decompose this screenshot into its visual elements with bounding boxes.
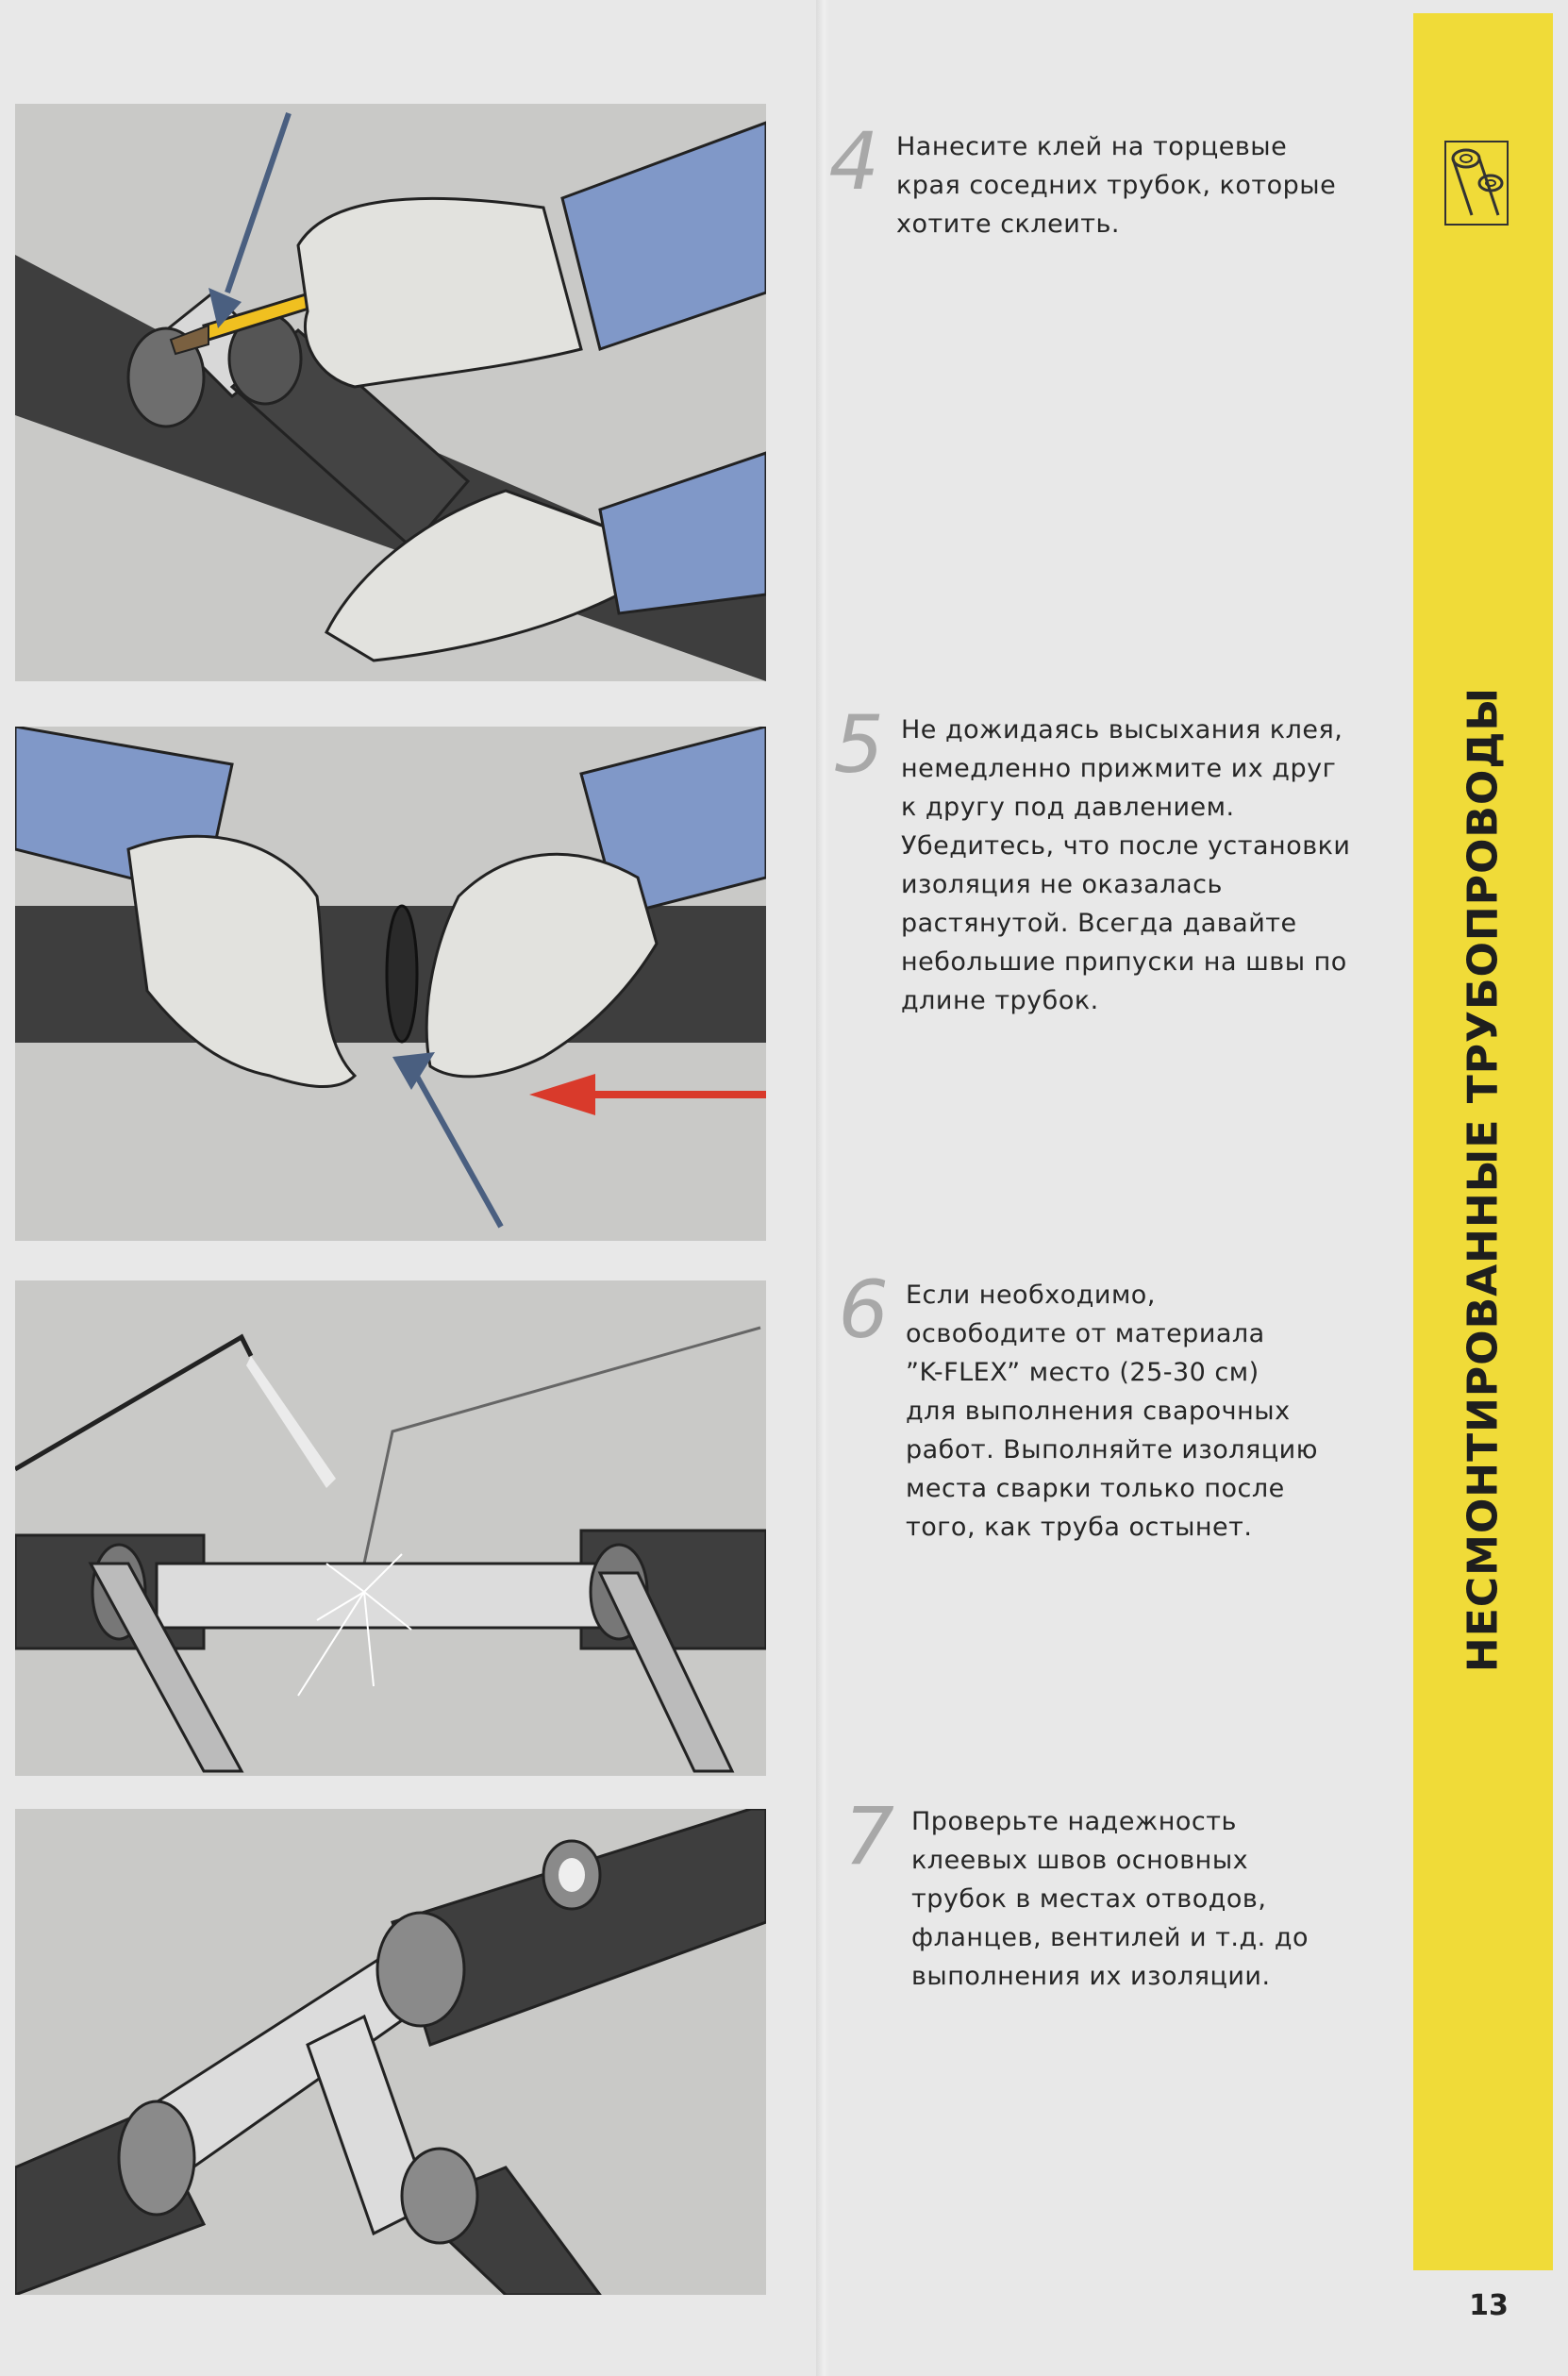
step-4 bbox=[804, 115, 1337, 243]
step-7 bbox=[819, 1790, 1309, 1996]
step-5 bbox=[809, 698, 1351, 1020]
step-text: Проверьте надежность клеевых швов основных трубок в местах отводов, фланцев, вентилей и т.д. до выполнения их изоляции. bbox=[911, 1807, 1309, 1991]
step-text: Не дожидаясь высыхания клея, немедленно прижмите их друг к другу под давлением. Убедитесь, что после установки изоляция не оказалась растянутой. Всегда давайте небольшие припуски на швы по длине трубок. bbox=[901, 715, 1351, 1015]
illustration-step-4 bbox=[15, 104, 766, 681]
step-number: 5 bbox=[833, 698, 884, 791]
page-gutter bbox=[816, 0, 829, 2376]
step-number: 6 bbox=[838, 1263, 889, 1356]
section-title: НЕСМОНТИРОВАННЫЕ ТРУБОПРОВОДЫ bbox=[1459, 686, 1508, 1673]
step-text: Если необходимо, освободите от материала ”K-FLEX” место (25-30 см) для выполнения сварочных работ. Выполняйте изоляцию места сварки только после того, как труба остынет. bbox=[906, 1280, 1318, 1542]
step-number: 7 bbox=[843, 1790, 894, 1882]
step-text: Нанесите клей на торцевые края соседних трубок, которые хотите склеить. bbox=[896, 132, 1337, 239]
illustration-step-6 bbox=[15, 1280, 766, 1776]
step-number: 4 bbox=[828, 115, 879, 208]
illustration-step-7 bbox=[15, 1809, 766, 2295]
pipes-icon bbox=[1443, 140, 1510, 226]
step-6 bbox=[813, 1263, 1318, 1547]
illustration-step-5 bbox=[15, 727, 766, 1241]
page-number: 13 bbox=[1469, 2289, 1509, 2322]
